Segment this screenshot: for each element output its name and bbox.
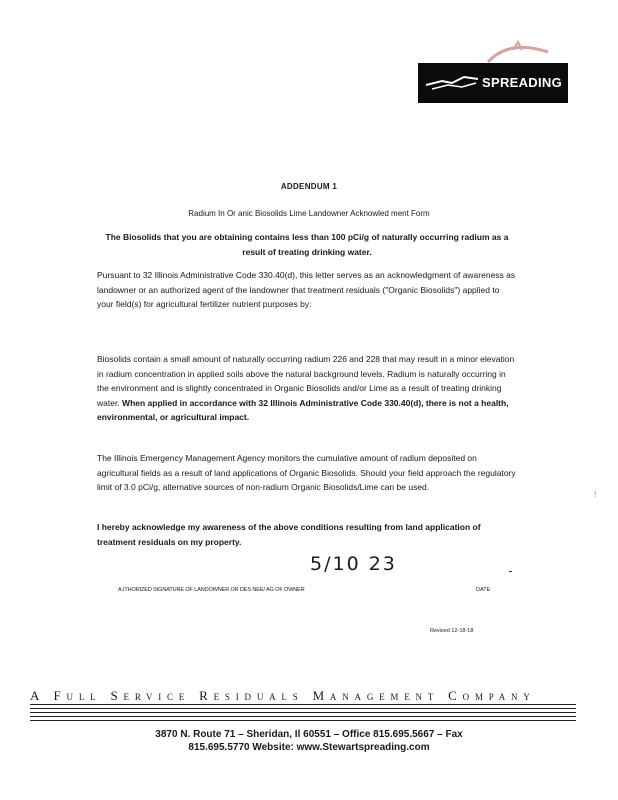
biosolids-impact-text: When applied in accordance with 32 Illinois Administrative Code 330.40(d), there is not a health, environmental, or agricultural impact. (97, 397, 509, 422)
logo-text: SPREADING (482, 75, 562, 90)
logo-wave-icon (422, 63, 482, 103)
address-line-1: 3870 N. Route 71 – Sheridan, Il 60551 – Office 815.695.5667 – Fax (155, 729, 463, 740)
handwritten-date: 5/10 23 (310, 553, 397, 575)
company-address (0, 728, 618, 754)
footer-divider (30, 704, 576, 722)
company-logo (418, 40, 568, 105)
pursuant-paragraph: Pursuant to 32 Illinois Administrative Code 330.40(d), this letter serves as an acknowledgment of awareness as landowner or an authorized agent of the landowner that treatment residuals ("Organic Biosolids") applied to your field(s) for agricultural fertilizer nutrient purposes by: (97, 270, 516, 309)
form-title: Radium In Or anic Biosolids Lime Landowner Acknowled ment Form (188, 209, 430, 218)
date-line-mark (509, 571, 512, 572)
biosolids-paragraph (97, 352, 517, 425)
address-line-2: 815.695.5770 Website: www.Stewartspreading.com (188, 742, 430, 753)
company-tagline: A Full Service Residuals Management Company (30, 688, 536, 703)
date-label: DATE (476, 587, 491, 593)
iema-paragraph: The Illinois Emergency Management Agency monitors the cumulative amount of radium deposited on agricultural fields as a result of land applications of Organic Biosolids. Should your field approach the regulatory limit of 3.0 pCi/g, alternative sources of non-radium Organic Biosolids/Lime can be used. (97, 453, 516, 492)
biosolids-text: Biosolids contain a small amount of naturally occurring radium 226 and 228 that may result in a minor elevation in radium concentration in applied soils above the natural background levels. Radium is naturally occurring in the environment and is slightly concentrated in Organic Biosolids and/or Lime as a result of treating drinking water. (97, 354, 515, 408)
margin-mark: ! (594, 490, 597, 499)
revised-date: Revised 12-18-18 (430, 628, 474, 634)
addendum-heading: ADDENDUM 1 (280, 182, 338, 191)
radium-level-statement: The Biosolids that you are obtaining contains less than 100 pCi/g of naturally occurring radium as a result of treating drinking water. (105, 232, 509, 257)
signature-label: A.ITHORIZED SIGNATURE OF LANDOWNER OR DES NEE/ AG OF OWNER (118, 587, 305, 593)
acknowledgment-statement: I hereby acknowledge my awareness of the above conditions resulting from land application of treatment residuals on my property. (97, 522, 481, 547)
